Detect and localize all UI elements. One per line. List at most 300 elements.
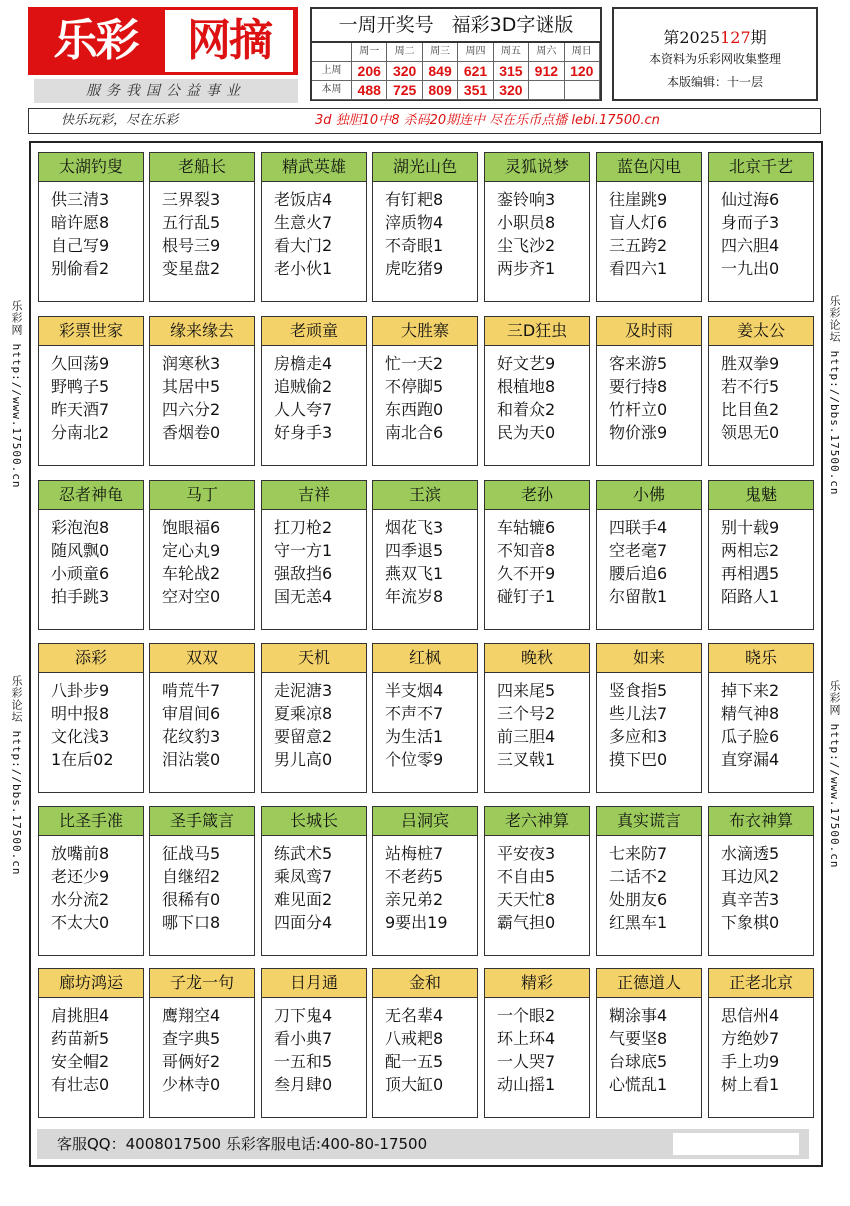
riddle-line: 要留意2 <box>274 727 333 746</box>
riddle-line: 不知音8 <box>497 541 556 560</box>
riddle-line: 一个眼2 <box>497 1006 556 1025</box>
riddle-card-title: 子龙一句 <box>150 969 254 998</box>
tagline-promo: 3d 独胆10中8 杀码20期连中 尽在乐币点播 lebi.17500.cn <box>315 113 660 128</box>
riddle-line: 香烟卷0 <box>162 423 221 442</box>
riddle-line: 夏乘凉8 <box>274 704 333 723</box>
riddle-line: 半支烟4 <box>385 681 444 700</box>
riddle-line: 要行持8 <box>609 377 668 396</box>
riddle-line: 掉下来2 <box>721 681 780 700</box>
riddle-card <box>261 480 367 630</box>
riddle-line: 安全帽2 <box>51 1052 110 1071</box>
logo-text-right: 网摘 <box>165 10 293 72</box>
riddle-line: 变星盘2 <box>162 259 221 278</box>
draw-number: 320 <box>387 62 422 81</box>
day-header: 周三 <box>423 43 458 62</box>
riddle-card-body <box>709 836 813 934</box>
riddle-line: 老小伙1 <box>274 259 333 278</box>
riddle-line: 9要出19 <box>385 913 448 932</box>
riddle-card-body <box>39 346 143 444</box>
riddle-line: 不老药5 <box>385 867 444 886</box>
riddle-card <box>38 643 144 793</box>
riddle-card-body <box>485 673 589 771</box>
riddle-line: 车轮战2 <box>162 564 221 583</box>
riddle-line: 不自由5 <box>497 867 556 886</box>
riddle-line: 客来游5 <box>609 354 668 373</box>
riddle-card-body <box>150 346 254 444</box>
draw-number <box>529 81 564 100</box>
riddle-card-body <box>373 182 477 280</box>
riddle-line: 八卦步9 <box>51 681 110 700</box>
riddle-line: 两相忘2 <box>721 541 780 560</box>
riddle-card <box>596 806 702 956</box>
riddle-line: 方绝妙7 <box>721 1029 780 1048</box>
riddle-card-body <box>485 182 589 280</box>
riddle-line: 仙过海6 <box>721 190 780 209</box>
riddle-card <box>372 806 478 956</box>
riddle-card-body <box>262 182 366 280</box>
riddle-line: 竖食指5 <box>609 681 668 700</box>
riddle-card-body <box>485 346 589 444</box>
riddle-line: 别十载9 <box>721 518 780 537</box>
riddle-card <box>372 480 478 630</box>
riddle-card-title: 长城长 <box>262 807 366 836</box>
riddle-line: 花纹豹3 <box>162 727 221 746</box>
riddle-card-title: 布衣神算 <box>709 807 813 836</box>
riddle-card-body <box>150 673 254 771</box>
riddle-card-body <box>373 346 477 444</box>
riddle-line: 难见面2 <box>274 890 333 909</box>
riddle-card <box>484 480 590 630</box>
riddle-line: 查字典5 <box>162 1029 221 1048</box>
draw-number: 912 <box>529 62 564 81</box>
riddle-line: 四季退5 <box>385 541 444 560</box>
riddle-line: 泪沾裳0 <box>162 750 221 769</box>
riddle-line: 自己写9 <box>51 236 110 255</box>
issue-note: 本资料为乐彩网收集整理 <box>648 52 781 66</box>
riddle-card-body <box>39 182 143 280</box>
riddle-line: 五行乱5 <box>162 213 221 232</box>
riddle-line: 乘凤鸾7 <box>274 867 333 886</box>
riddle-line: 哥俩好2 <box>162 1052 221 1071</box>
riddle-line: 站梅桩7 <box>385 844 444 863</box>
riddle-line: 别偷看2 <box>51 259 110 278</box>
riddle-line: 处朋友6 <box>609 890 668 909</box>
day-header: 周五 <box>494 43 529 62</box>
riddle-card-title: 王滨 <box>373 481 477 510</box>
riddle-card-title: 彩票世家 <box>39 317 143 346</box>
riddle-line: 个位零9 <box>385 750 444 769</box>
side-text-right-bottom: 乐彩网 http://www.17500.cn <box>828 680 841 869</box>
riddle-card-title: 老孙 <box>485 481 589 510</box>
riddle-line: 供三清3 <box>51 190 110 209</box>
riddle-card <box>484 152 590 302</box>
riddle-card-title: 真实谎言 <box>597 807 701 836</box>
logo-text-left: 乐彩 <box>53 15 138 66</box>
riddle-line: 思信州4 <box>721 1006 780 1025</box>
riddle-line: 1在后02 <box>51 750 114 769</box>
riddle-card-body <box>709 182 813 280</box>
riddle-card-title: 马丁 <box>150 481 254 510</box>
riddle-line: 昨天酒7 <box>51 400 110 419</box>
draw-number: 206 <box>352 62 387 81</box>
riddle-line: 环上环4 <box>497 1029 556 1048</box>
tagline-bar <box>28 108 821 134</box>
footer-blank-box <box>673 1133 799 1155</box>
riddle-line: 明中报8 <box>51 704 110 723</box>
riddle-line: 七来防7 <box>609 844 668 863</box>
riddle-card <box>596 480 702 630</box>
riddle-line: 手上功9 <box>721 1052 780 1071</box>
riddle-card <box>149 152 255 302</box>
riddle-card-title: 忍者神龟 <box>39 481 143 510</box>
logo-box <box>28 7 298 75</box>
riddle-line: 身而子3 <box>721 213 780 232</box>
riddle-line: 尘飞沙2 <box>497 236 556 255</box>
riddle-card-body <box>597 182 701 280</box>
riddle-card-body <box>262 510 366 608</box>
riddle-card <box>38 806 144 956</box>
riddle-card <box>596 643 702 793</box>
riddle-line: 空老毫7 <box>609 541 668 560</box>
riddle-line: 前三胆4 <box>497 727 556 746</box>
riddle-line: 老还少9 <box>51 867 110 886</box>
riddle-line: 饱眼福6 <box>162 518 221 537</box>
riddle-line: 润寒秋3 <box>162 354 221 373</box>
riddle-line: 根号三9 <box>162 236 221 255</box>
riddle-card-body <box>39 998 143 1096</box>
riddle-line: 滓质物4 <box>385 213 444 232</box>
riddle-line: 天天忙8 <box>497 890 556 909</box>
riddle-line: 顶大缸0 <box>385 1075 444 1094</box>
day-header: 周二 <box>387 43 422 62</box>
riddle-card-title: 金和 <box>373 969 477 998</box>
riddle-card <box>708 152 814 302</box>
riddle-line: 鹰翔空4 <box>162 1006 221 1025</box>
riddle-card <box>38 480 144 630</box>
riddle-line: 銮铃响3 <box>497 190 556 209</box>
riddle-card-title: 小佛 <box>597 481 701 510</box>
riddle-line: 和着众2 <box>497 400 556 419</box>
riddle-line: 若不行5 <box>721 377 780 396</box>
riddle-line: 两步齐1 <box>497 259 556 278</box>
riddle-line: 民为天0 <box>497 423 556 442</box>
riddle-card-title: 老六神算 <box>485 807 589 836</box>
riddle-card-title: 廊坊鸿运 <box>39 969 143 998</box>
riddle-card <box>372 152 478 302</box>
riddle-card-body <box>39 510 143 608</box>
draw-results-table <box>312 43 600 100</box>
riddle-card-title: 及时雨 <box>597 317 701 346</box>
draw-results-title <box>312 9 600 43</box>
day-header: 周一 <box>352 43 387 62</box>
riddle-card-title: 老顽童 <box>262 317 366 346</box>
riddle-card <box>484 643 590 793</box>
riddle-card <box>261 643 367 793</box>
riddle-card-body <box>485 510 589 608</box>
riddle-card <box>38 152 144 302</box>
riddle-card <box>261 806 367 956</box>
riddle-card-title: 天机 <box>262 644 366 673</box>
riddle-card-title: 晓乐 <box>709 644 813 673</box>
riddle-line: 守一方1 <box>274 541 333 560</box>
riddle-line: 水滴透5 <box>721 844 780 863</box>
riddle-line: 三界裂3 <box>162 190 221 209</box>
slogan: 服务我国公益事业 <box>34 79 298 103</box>
riddle-card-body <box>262 836 366 934</box>
riddle-line: 四六分2 <box>162 400 221 419</box>
riddle-card <box>149 968 255 1118</box>
riddle-line: 国无恙4 <box>274 587 333 606</box>
side-text-left-top: 乐彩网 http://www.17500.cn <box>10 300 23 489</box>
riddle-line: 久不开9 <box>497 564 556 583</box>
day-header: 周六 <box>529 43 564 62</box>
issue-prefix: 第2025 <box>663 28 721 47</box>
riddle-card <box>149 316 255 466</box>
riddle-line: 一五和5 <box>274 1052 333 1071</box>
riddle-line: 四联手4 <box>609 518 668 537</box>
riddle-line: 尔留散1 <box>609 587 668 606</box>
riddle-line: 烟花飞3 <box>385 518 444 537</box>
riddle-card-title: 如来 <box>597 644 701 673</box>
draw-number: 120 <box>565 62 600 81</box>
riddle-card-body <box>262 346 366 444</box>
draw-title-left: 一周开奖号 <box>338 14 434 36</box>
riddle-line: 年流岁8 <box>385 587 444 606</box>
riddle-line: 野鸭子5 <box>51 377 110 396</box>
riddle-card-body <box>709 998 813 1096</box>
riddle-line: 小职员8 <box>497 213 556 232</box>
riddle-line: 配一五5 <box>385 1052 444 1071</box>
riddle-card-title: 大胜寨 <box>373 317 477 346</box>
issue-number <box>614 25 816 48</box>
riddle-line: 不太大0 <box>51 913 110 932</box>
riddle-line: 无名辈4 <box>385 1006 444 1025</box>
riddle-line: 放嘴前8 <box>51 844 110 863</box>
riddle-line: 不奇眼1 <box>385 236 444 255</box>
riddle-card-title: 蓝色闪电 <box>597 153 701 182</box>
riddle-line: 真辛苦3 <box>721 890 780 909</box>
riddle-card <box>708 316 814 466</box>
riddle-card <box>261 968 367 1118</box>
riddle-line: 征战马5 <box>162 844 221 863</box>
riddle-line: 南北合6 <box>385 423 444 442</box>
riddle-line: 看四六1 <box>609 259 668 278</box>
riddle-line: 物价涨9 <box>609 423 668 442</box>
riddle-line: 追贼偷2 <box>274 377 333 396</box>
side-text-left-bottom: 乐彩论坛 http://bbs.17500.cn <box>10 675 23 876</box>
riddle-line: 些儿法7 <box>609 704 668 723</box>
riddle-card-title: 鬼魅 <box>709 481 813 510</box>
riddle-line: 人人夸7 <box>274 400 333 419</box>
riddle-card-body <box>485 998 589 1096</box>
riddle-line: 房檐走4 <box>274 354 333 373</box>
row-label: 上周 <box>312 62 352 81</box>
riddle-card <box>596 152 702 302</box>
riddle-line: 糊涂事4 <box>609 1006 668 1025</box>
riddle-card-body <box>150 510 254 608</box>
riddle-line: 自继绍2 <box>162 867 221 886</box>
riddle-line: 叁月肆0 <box>274 1075 333 1094</box>
riddle-card <box>261 152 367 302</box>
riddle-line: 虎吃猪9 <box>385 259 444 278</box>
riddle-card <box>372 316 478 466</box>
issue-box <box>612 7 818 101</box>
riddle-card-title: 添彩 <box>39 644 143 673</box>
riddle-line: 三个号2 <box>497 704 556 723</box>
riddle-line: 药苗新5 <box>51 1029 110 1048</box>
riddle-card-title: 缘来缘去 <box>150 317 254 346</box>
draw-number: 351 <box>458 81 493 100</box>
riddle-card-body <box>373 673 477 771</box>
logo <box>28 7 298 99</box>
riddle-card-body <box>150 998 254 1096</box>
riddle-card-title: 老船长 <box>150 153 254 182</box>
riddle-card-body <box>262 998 366 1096</box>
riddle-card <box>484 968 590 1118</box>
riddle-line: 往崖跳9 <box>609 190 668 209</box>
riddle-line: 暗许愿8 <box>51 213 110 232</box>
tagline-left: 快乐玩彩，尽在乐彩 <box>61 113 179 128</box>
row-label: 本周 <box>312 81 352 100</box>
draw-number: 488 <box>352 81 387 100</box>
riddle-card-body <box>150 182 254 280</box>
riddle-line: 啃荒牛7 <box>162 681 221 700</box>
riddle-line: 很稀有0 <box>162 890 221 909</box>
riddle-line: 车轱辘6 <box>497 518 556 537</box>
riddle-card <box>708 968 814 1118</box>
riddle-line: 比目鱼2 <box>721 400 780 419</box>
riddle-line: 气要坚8 <box>609 1029 668 1048</box>
riddle-line: 好身手3 <box>274 423 333 442</box>
day-header: 周日 <box>565 43 600 62</box>
riddle-line: 耳边风2 <box>721 867 780 886</box>
riddle-card-title: 晚秋 <box>485 644 589 673</box>
riddle-line: 陌路人1 <box>721 587 780 606</box>
draw-number: 315 <box>494 62 529 81</box>
riddle-card-body <box>709 673 813 771</box>
riddle-card-body <box>39 673 143 771</box>
riddle-card-title: 吉祥 <box>262 481 366 510</box>
riddle-card-title: 正老北京 <box>709 969 813 998</box>
riddle-line: 练武术5 <box>274 844 333 863</box>
riddle-card-body <box>597 836 701 934</box>
riddle-line: 空对空0 <box>162 587 221 606</box>
riddle-line: 下象棋0 <box>721 913 780 932</box>
riddle-line: 分南北2 <box>51 423 110 442</box>
riddle-line: 霸气担0 <box>497 913 556 932</box>
riddle-line: 彩泡泡8 <box>51 518 110 537</box>
riddle-line: 碰钉子1 <box>497 587 556 606</box>
riddle-line: 三五跨2 <box>609 236 668 255</box>
riddle-card-body <box>485 836 589 934</box>
riddle-card <box>708 480 814 630</box>
draw-title-right: 福彩3D字谜版 <box>451 14 574 36</box>
draw-number: 809 <box>423 81 458 100</box>
riddle-card <box>484 316 590 466</box>
riddle-line: 看小典7 <box>274 1029 333 1048</box>
issue-suffix: 期 <box>750 28 767 47</box>
riddle-line: 多应和3 <box>609 727 668 746</box>
draw-number: 621 <box>458 62 493 81</box>
riddle-card-title: 圣手箴言 <box>150 807 254 836</box>
riddle-line: 二话不2 <box>609 867 668 886</box>
footer-contact: 客服QQ：4008017500 乐彩客服电话:400-80-17500 <box>57 1135 428 1153</box>
riddle-card-body <box>709 346 813 444</box>
riddle-card <box>596 968 702 1118</box>
side-text-right-top: 乐彩论坛 http://bbs.17500.cn <box>828 295 841 496</box>
riddle-card-body <box>373 836 477 934</box>
riddle-card <box>596 316 702 466</box>
riddle-line: 精气神8 <box>721 704 780 723</box>
riddle-card-body <box>39 836 143 934</box>
riddle-line: 摸下巴0 <box>609 750 668 769</box>
riddle-card-title: 三D狂虫 <box>485 317 589 346</box>
riddle-line: 扛刀枪2 <box>274 518 333 537</box>
draw-number <box>565 81 600 100</box>
riddle-line: 动山摇1 <box>497 1075 556 1094</box>
riddle-card <box>38 968 144 1118</box>
riddle-line: 定心丸9 <box>162 541 221 560</box>
riddle-line: 再相遇5 <box>721 564 780 583</box>
riddle-card-title: 正德道人 <box>597 969 701 998</box>
riddle-card-title: 双双 <box>150 644 254 673</box>
riddle-card-title: 湖光山色 <box>373 153 477 182</box>
riddle-line: 文化浅3 <box>51 727 110 746</box>
riddle-line: 亲兄弟2 <box>385 890 444 909</box>
riddle-card <box>149 806 255 956</box>
riddle-line: 根植地8 <box>497 377 556 396</box>
draw-number: 849 <box>423 62 458 81</box>
riddle-line: 审眉间6 <box>162 704 221 723</box>
riddle-line: 一人哭7 <box>497 1052 556 1071</box>
draw-number: 725 <box>387 81 422 100</box>
riddle-card-title: 吕洞宾 <box>373 807 477 836</box>
riddle-line: 水分流2 <box>51 890 110 909</box>
riddle-line: 看大门2 <box>274 236 333 255</box>
riddle-line: 强敌挡6 <box>274 564 333 583</box>
riddle-card <box>38 316 144 466</box>
issue-number-value: 127 <box>720 28 751 47</box>
riddle-card-title: 太湖钓叟 <box>39 153 143 182</box>
riddle-line: 四六胆4 <box>721 236 780 255</box>
day-header: 周四 <box>458 43 493 62</box>
riddle-line: 哪下口8 <box>162 913 221 932</box>
riddle-line: 生意火7 <box>274 213 333 232</box>
draw-corner-cell <box>312 43 352 62</box>
riddle-card-title: 灵狐说梦 <box>485 153 589 182</box>
riddle-card-body <box>597 510 701 608</box>
riddle-line: 盲人灯6 <box>609 213 668 232</box>
riddle-line: 小顽童6 <box>51 564 110 583</box>
riddle-line: 久回荡9 <box>51 354 110 373</box>
riddle-line: 走泥溏3 <box>274 681 333 700</box>
riddle-line: 腰后追6 <box>609 564 668 583</box>
riddle-line: 不声不7 <box>385 704 444 723</box>
riddle-card <box>708 806 814 956</box>
riddle-line: 男儿高0 <box>274 750 333 769</box>
riddle-line: 四面分4 <box>274 913 333 932</box>
riddle-line: 领思无0 <box>721 423 780 442</box>
riddle-card-title: 姜太公 <box>709 317 813 346</box>
riddle-card-body <box>597 673 701 771</box>
riddle-card-body <box>373 998 477 1096</box>
riddle-card-body <box>597 346 701 444</box>
riddle-line: 三叉戟1 <box>497 750 556 769</box>
riddle-line: 老饭店4 <box>274 190 333 209</box>
riddle-card-body <box>597 998 701 1096</box>
riddle-line: 随风飘0 <box>51 541 110 560</box>
riddle-line: 红黑车1 <box>609 913 668 932</box>
